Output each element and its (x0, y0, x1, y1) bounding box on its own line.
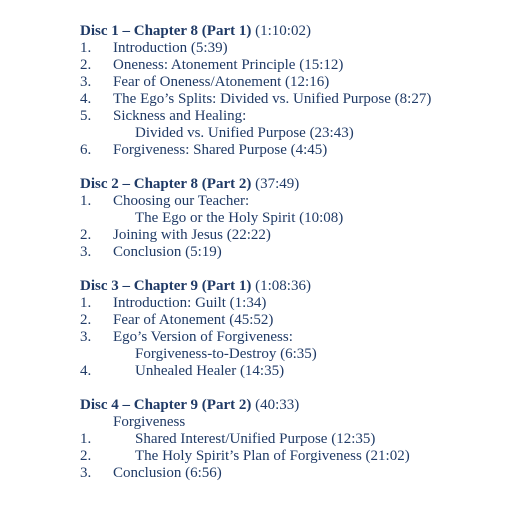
track-title-continuation (80, 210, 500, 227)
track-item (80, 431, 500, 448)
track-title: Introduction: Guilt (1:34) (113, 295, 267, 311)
disc-title-label: Disc 3 – Chapter 9 (Part 1) (80, 278, 252, 294)
track-title: Fear of Oneness/Atonement (12:16) (113, 74, 330, 90)
track-number: 4. (80, 363, 92, 379)
track-item (80, 329, 500, 346)
track-number: 2. (80, 57, 92, 73)
disc-duration: (1:10:02) (255, 23, 311, 39)
section-preamble (80, 414, 500, 431)
track-number: 1. (80, 431, 92, 447)
disc-title-label: Disc 1 – Chapter 8 (Part 1) (80, 23, 252, 39)
track-title: Unhealed Healer (14:35) (135, 363, 285, 379)
track-item (80, 295, 500, 312)
track-title-continuation (80, 125, 500, 142)
track-title: Conclusion (6:56) (113, 465, 222, 481)
track-number: 3. (80, 244, 92, 260)
track-title: Fear of Atonement (45:52) (113, 312, 274, 328)
track-title: Choosing our Teacher: (113, 193, 250, 209)
track-number: 1. (80, 193, 92, 209)
track-title: Introduction (5:39) (113, 40, 228, 56)
track-number: 2. (80, 227, 92, 243)
track-item (80, 227, 500, 244)
track-number: 6. (80, 142, 92, 158)
disc-duration: (37:49) (255, 176, 300, 192)
track-title: Shared Interest/Unified Purpose (12:35) (135, 431, 376, 447)
disc-duration: (1:08:36) (255, 278, 311, 294)
track-number: 2. (80, 448, 92, 464)
disc-2 (80, 176, 500, 261)
track-item (80, 108, 500, 125)
track-subtitle: Forgiveness-to-Destroy (6:35) (135, 346, 317, 362)
track-number: 3. (80, 74, 92, 90)
disc-3 (80, 278, 500, 380)
track-item (80, 142, 500, 159)
disc-title-label: Disc 4 – Chapter 9 (Part 2) (80, 397, 252, 413)
track-title: Conclusion (5:19) (113, 244, 222, 260)
track-title: The Ego’s Splits: Divided vs. Unified Purpose (8:27) (113, 91, 432, 107)
track-item (80, 91, 500, 108)
track-title-continuation (80, 346, 500, 363)
track-item (80, 57, 500, 74)
track-item (80, 465, 500, 482)
track-item (80, 193, 500, 210)
disc-duration: (40:33) (255, 397, 300, 413)
track-number: 2. (80, 312, 92, 328)
preamble-text: Forgiveness (113, 414, 186, 430)
track-item (80, 40, 500, 57)
track-number: 1. (80, 40, 92, 56)
track-subtitle: The Ego or the Holy Spirit (10:08) (135, 210, 344, 226)
disc-4 (80, 397, 500, 482)
track-listing (80, 23, 500, 499)
track-item (80, 363, 500, 380)
track-subtitle: Divided vs. Unified Purpose (23:43) (135, 125, 354, 141)
track-item (80, 448, 500, 465)
track-number: 3. (80, 329, 92, 345)
track-title: Oneness: Atonement Principle (15:12) (113, 57, 344, 73)
track-number: 5. (80, 108, 92, 124)
disc-title (80, 397, 500, 414)
disc-title (80, 176, 500, 193)
disc-title (80, 278, 500, 295)
track-title: Ego’s Version of Forgiveness: (113, 329, 293, 345)
disc-title (80, 23, 500, 40)
track-title: The Holy Spirit’s Plan of Forgiveness (21:02) (135, 448, 410, 464)
track-title: Sickness and Healing: (113, 108, 247, 124)
disc-1 (80, 23, 500, 159)
track-number: 3. (80, 465, 92, 481)
track-number: 1. (80, 295, 92, 311)
track-item (80, 312, 500, 329)
track-number: 4. (80, 91, 92, 107)
track-item (80, 244, 500, 261)
track-item (80, 74, 500, 91)
track-title: Joining with Jesus (22:22) (113, 227, 271, 243)
track-title: Forgiveness: Shared Purpose (4:45) (113, 142, 328, 158)
disc-title-label: Disc 2 – Chapter 8 (Part 2) (80, 176, 252, 192)
